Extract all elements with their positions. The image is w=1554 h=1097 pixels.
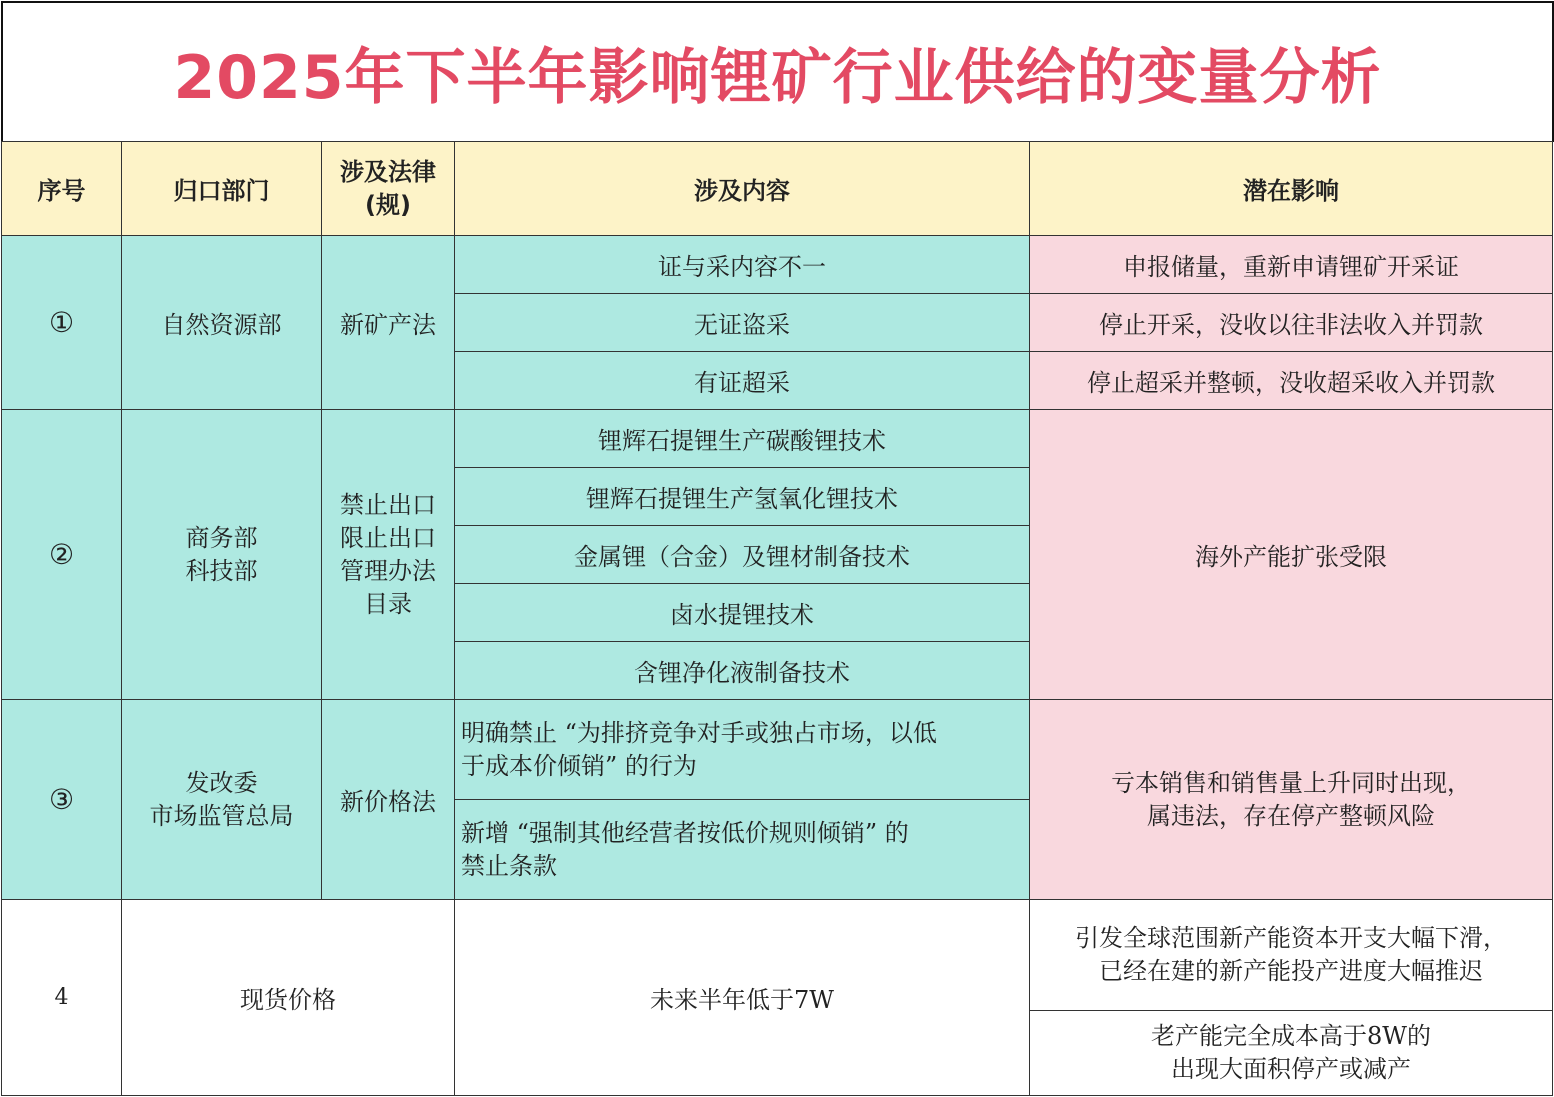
law-line: 限止出口 bbox=[340, 523, 436, 552]
law-line: 禁止出口 bbox=[340, 490, 436, 519]
header-impact: 潜在影响 bbox=[1030, 142, 1553, 236]
content-cell: 卤水提锂技术 bbox=[455, 584, 1030, 642]
content-cell: 有证超采 bbox=[455, 352, 1030, 410]
content-cell: 未来半年低于7W bbox=[455, 900, 1030, 1096]
impact-cell: 海外产能扩张受限 bbox=[1030, 410, 1553, 700]
content-line: 新增 “强制其他经营者按低价规则倾销” 的 bbox=[461, 818, 909, 847]
table-row bbox=[2, 700, 1553, 800]
header-seq: 序号 bbox=[2, 142, 122, 236]
header-law-line2: (规) bbox=[365, 190, 411, 219]
impact-cell bbox=[1030, 1011, 1553, 1096]
header-content: 涉及内容 bbox=[455, 142, 1030, 236]
dept-cell bbox=[122, 410, 322, 700]
impact-line: 属违法，存在停产整顿风险 bbox=[1147, 801, 1435, 830]
content-cell: 金属锂（合金）及锂材制备技术 bbox=[455, 526, 1030, 584]
header-law-line1: 涉及法律 bbox=[340, 157, 436, 186]
impact-cell: 申报储量，重新申请锂矿开采证 bbox=[1030, 236, 1553, 294]
content-cell bbox=[455, 700, 1030, 800]
table-row bbox=[2, 236, 1553, 294]
impact-cell bbox=[1030, 700, 1553, 900]
dept-line: 科技部 bbox=[185, 556, 258, 585]
seq-cell: ③ bbox=[2, 700, 122, 900]
impact-line: 出现大面积停产或减产 bbox=[1171, 1055, 1411, 1083]
content-cell: 含锂净化液制备技术 bbox=[455, 642, 1030, 700]
law-cell: 新价格法 bbox=[322, 700, 455, 900]
header-dept: 归口部门 bbox=[122, 142, 322, 236]
dept-cell: 自然资源部 bbox=[122, 236, 322, 410]
content-line: 明确禁止 “为排挤竞争对手或独占市场，以低 bbox=[461, 718, 937, 747]
impact-cell bbox=[1030, 900, 1553, 1011]
seq-cell: ① bbox=[2, 236, 122, 410]
law-cell bbox=[322, 410, 455, 700]
dept-line: 市场监管总局 bbox=[149, 801, 294, 830]
analysis-table bbox=[1, 141, 1553, 1096]
table-row bbox=[2, 900, 1553, 1011]
seq-cell: 4 bbox=[2, 900, 122, 1096]
seq-cell: ② bbox=[2, 410, 122, 700]
impact-line: 引发全球范围新产能资本开支大幅下滑， bbox=[1075, 924, 1507, 952]
dept-line: 发改委 bbox=[185, 768, 258, 797]
page-title: 2025年下半年影响锂矿行业供给的变量分析 bbox=[173, 42, 1382, 113]
law-line: 管理办法 bbox=[340, 556, 436, 585]
content-cell: 证与采内容不一 bbox=[455, 236, 1030, 294]
table-row bbox=[2, 410, 1553, 468]
dept-line: 商务部 bbox=[185, 523, 258, 552]
content-cell bbox=[455, 800, 1030, 900]
content-line: 于成本价倾销” 的行为 bbox=[461, 751, 697, 780]
impact-cell: 停止超采并整顿，没收超采收入并罚款 bbox=[1030, 352, 1553, 410]
law-cell: 新矿产法 bbox=[322, 236, 455, 410]
impact-line: 老产能完全成本高于8W的 bbox=[1151, 1022, 1431, 1050]
header-law bbox=[322, 142, 455, 236]
content-cell: 锂辉石提锂生产碳酸锂技术 bbox=[455, 410, 1030, 468]
dept-cell bbox=[122, 700, 322, 900]
content-cell: 锂辉石提锂生产氢氧化锂技术 bbox=[455, 468, 1030, 526]
dept-cell: 现货价格 bbox=[122, 900, 455, 1096]
impact-line: 已经在建的新产能投产进度大幅推迟 bbox=[1099, 957, 1483, 985]
law-line: 目录 bbox=[364, 589, 412, 618]
title-box bbox=[1, 1, 1554, 142]
impact-line: 亏本销售和销售量上升同时出现， bbox=[1111, 768, 1471, 797]
content-cell: 无证盗采 bbox=[455, 294, 1030, 352]
content-line: 禁止条款 bbox=[461, 851, 557, 880]
header-row bbox=[2, 142, 1553, 236]
impact-cell: 停止开采，没收以往非法收入并罚款 bbox=[1030, 294, 1553, 352]
